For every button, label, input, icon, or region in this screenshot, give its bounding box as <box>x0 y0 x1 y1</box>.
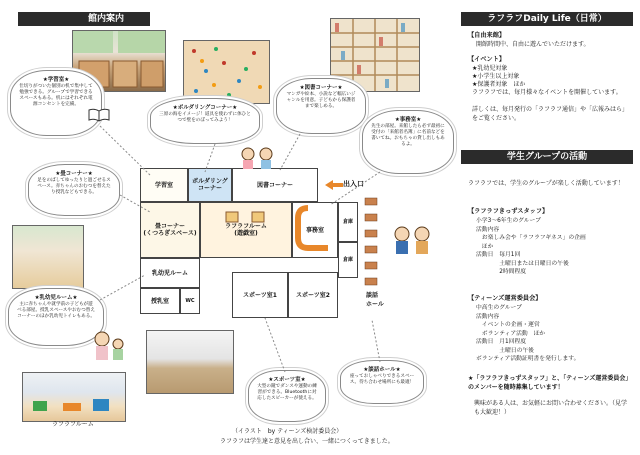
recruit-text: ★「ラフラフきっずスタッフ」と、「ティーンズ運営委員会」のメンバーを随時募集しています！ <box>468 375 629 391</box>
kids-line-3: お楽しみ会や「ラフラフギネス」の企画 <box>476 235 586 241</box>
infant-text: 主に赤ちゃんや就学前の子どもが遊べる部屋。授乳スペースやおむつ替えコーナーのほか乳幼児トイレもある。 <box>17 302 95 319</box>
book-icon <box>88 108 110 122</box>
student-groups-header: 学生グループの活動 <box>461 150 633 164</box>
plan-wc: WC <box>180 288 200 314</box>
sports-text: 大型の鏡でダンスや運動の練習ができる。Bluetoothに対応したスピーカーが使える。 <box>257 384 317 401</box>
event-title: 【イベント】 <box>468 56 506 63</box>
plan-sports-2: スポーツ室2 <box>288 272 338 318</box>
illustration-credit: （イラスト by ティーンズ検討委員会） <box>232 428 343 435</box>
teens-committee-title: 【ティーンズ運営委員会】 <box>468 295 542 302</box>
plan-books: 図書コーナー <box>232 168 318 202</box>
teens-line-7: ボランティア活動証明書を発行します。 <box>476 356 580 362</box>
event-text-2: 詳しくは、毎月発行の「ラフラフ通信」や「広報みはら」をご覧ください。 <box>472 106 629 122</box>
tatami-title: ★畳コーナー★ <box>55 171 93 177</box>
lounge-text: 座っておしゃべりできるスペース。待ち合わせ場所にも最適！ <box>349 374 415 385</box>
raflaf-room-caption: ラフラフルーム <box>52 421 94 428</box>
event-text: ラフラフでは、毎月様々なイベントを開催しています。 <box>472 89 622 96</box>
lounge-title: ★談話ホール★ <box>363 367 401 373</box>
teens-line-3: イベントの企画・運営 <box>476 322 540 328</box>
teens-line-5: 活動日 月1回程度 <box>476 339 527 345</box>
plan-raflaf-room: ラフラフルーム (遊戯室) <box>200 202 292 258</box>
books-text: マンガや絵本、小説など幅広いジャンルを用意。子どもから保護者まで楽しめる。 <box>286 92 356 109</box>
plan-sports-1: スポーツ室1 <box>232 272 288 318</box>
infant-title: ★乳幼児ルーム★ <box>34 295 78 301</box>
recruit-text-2: 興味がある人は、お気軽にお問い合わせください。（見学も大歓迎！） <box>474 400 628 416</box>
kids-line-5: 活動日 毎月1回 <box>476 252 521 258</box>
books-title: ★図書コーナー★ <box>299 85 343 91</box>
teens-line-1: 中高生のグループ <box>476 305 522 311</box>
plan-office: 事務室 <box>292 202 338 258</box>
kids-staff-details <box>476 217 586 277</box>
office-text: 先生の部屋。来館したら必ず最初に受付の「来館者名簿」に名前などを書いてね。おもちゃの貸し出しもあるよ。 <box>371 124 445 147</box>
student-intro: ラフラフでは、学生のグループが楽しく活動しています！ <box>468 180 624 187</box>
office-title: ★事務室★ <box>394 117 422 123</box>
teens-line-6: 土曜日の午後 <box>476 347 534 354</box>
plan-lounge: 談話 ホール <box>366 292 384 308</box>
kids-line-6: 土曜日または日曜日の午後 <box>476 260 569 267</box>
staff-illustration <box>390 225 434 255</box>
free-visit-title: 【自由来館】 <box>468 32 506 39</box>
event-item-2: ★小学生以上対象 <box>472 73 520 80</box>
plan-storage-2: 倉庫 <box>338 242 358 278</box>
sports-title: ★スポーツ室★ <box>268 377 306 383</box>
plan-storage-1: 倉庫 <box>338 202 358 242</box>
kids-staff-title: 【ラフラフきっずスタッフ】 <box>468 208 549 215</box>
bouldering-text: 三原の海をイメージ！道具を使わずに体ひとつで壁をのぼってみよう！ <box>159 112 251 123</box>
kids-line-4: ほか <box>476 243 494 250</box>
left-section-header: 館内案内 <box>18 12 150 26</box>
bouldering-title: ★ボルダリングコーナー★ <box>172 105 238 111</box>
kids-line-2: 活動内容 <box>476 226 500 233</box>
teens-committee-details <box>476 304 579 364</box>
free-visit-text: 開館時間中、自由に遊んでいただけます。 <box>476 41 590 48</box>
plan-tatami: 畳コーナー (くつろぎスペース) <box>140 202 200 258</box>
plan-infant-room: 乳幼児ルーム <box>140 258 200 288</box>
plan-entrance: 出入口 <box>343 180 364 188</box>
tatami-text: 足をのばしてゆったりと過ごせるスペース。赤ちゃんのおむつを替えたり授乳などもできる。 <box>37 178 111 195</box>
study-room-text: 仕切りがついた個別の机で集中して勉強できる。グループで学習できるスペースもある。机にはそれぞれ電源コンセントを完備。 <box>19 84 93 107</box>
children-illustration <box>238 146 278 170</box>
family-illustration <box>92 330 128 362</box>
credit-note: ラフラフは学生達と意見を出し合い、一緒につくってきました。 <box>220 438 394 445</box>
kids-line-7: 2時間程度 <box>476 269 527 275</box>
plan-study-room: 学習室 <box>140 168 188 202</box>
daily-life-header: ラフラフDaily Life（日常） <box>461 12 633 26</box>
event-item-1: ★乳幼児対象 <box>472 65 508 72</box>
plan-bouldering: ボルダリング コーナー <box>188 168 232 202</box>
teens-line-4: ボランティア活動 ほか <box>476 330 546 337</box>
kids-line-1: 小学3～6年生のグループ <box>476 218 541 224</box>
plan-nursing-room: 授乳室 <box>140 288 180 314</box>
event-item-3: ★保護者対象 ほか <box>472 81 526 88</box>
teens-line-2: 活動内容 <box>476 313 500 320</box>
study-room-title: ★学習室★ <box>42 77 70 83</box>
